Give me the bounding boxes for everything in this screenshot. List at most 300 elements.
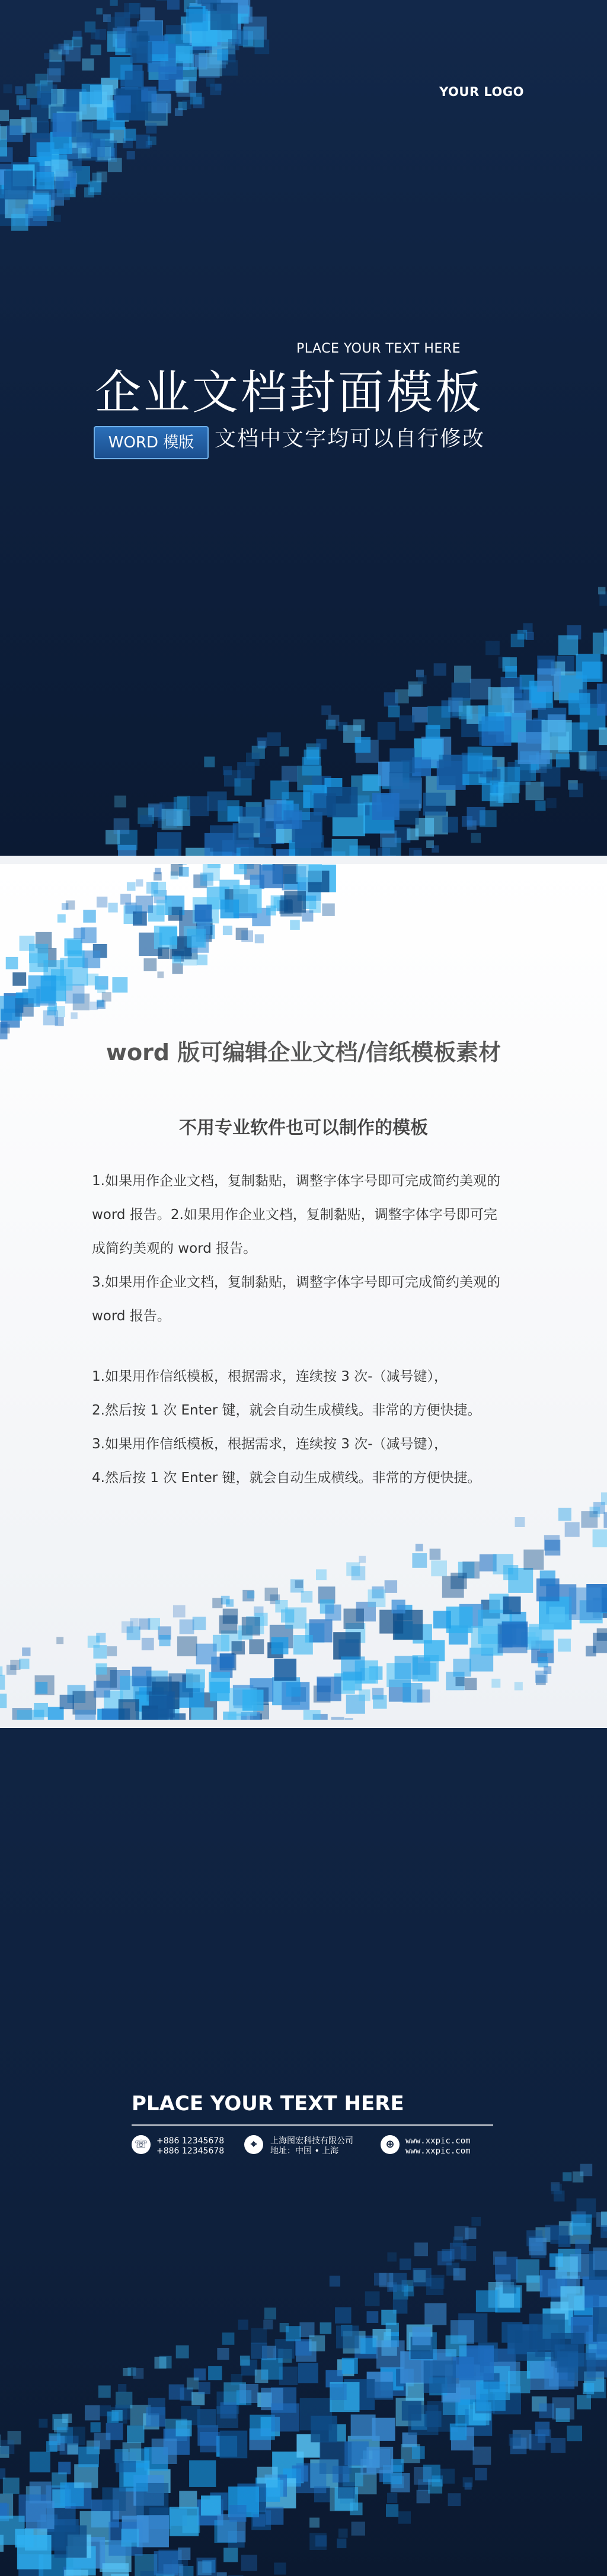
decor-square [199, 2382, 210, 2394]
decor-square [171, 864, 183, 876]
decor-square [242, 1689, 263, 1710]
decor-square [307, 747, 320, 760]
phone-icon: ☏ [132, 2135, 151, 2154]
decor-square [97, 897, 107, 907]
decor-square [107, 2411, 119, 2423]
decor-square [140, 7, 154, 21]
decor-square [601, 1492, 607, 1505]
decor-square [456, 1677, 465, 1686]
decor-square [157, 971, 164, 978]
decor-square [593, 1529, 607, 1547]
decor-square [279, 900, 293, 914]
decor-square [137, 2515, 169, 2547]
decor-square [412, 1553, 427, 1568]
decor-square [535, 1671, 548, 1683]
decor-square [30, 2452, 50, 2472]
decor-square [19, 1659, 29, 1669]
paragraph-line: word 报告。 [92, 1308, 171, 1324]
decor-square [6, 957, 18, 969]
decor-square [453, 2268, 466, 2280]
cover-subtitle: 文档中文字均可以自行修改 [215, 427, 485, 451]
decor-square [239, 807, 266, 833]
decor-square [399, 715, 414, 731]
decor-square [554, 2191, 564, 2201]
decor-square [229, 2505, 247, 2522]
decor-square [446, 2335, 467, 2357]
decor-square [336, 2325, 359, 2348]
decor-square [523, 1550, 544, 1570]
decor-square [274, 1659, 296, 1681]
paragraph-line: 3.如果用作信纸模板，根据需求，连续按 3 次-（减号键）， [92, 1436, 448, 1452]
decor-square [509, 2434, 520, 2446]
decor-square [54, 215, 61, 222]
decor-square [317, 1676, 341, 1701]
decor-square [463, 2477, 473, 2487]
decor-square [170, 2507, 199, 2536]
decor-square [195, 55, 207, 68]
decor-square [400, 2258, 411, 2270]
decor-square [586, 751, 607, 772]
decor-square [381, 2310, 396, 2325]
decor-square [568, 693, 590, 715]
decor-square [471, 2217, 481, 2226]
decor-square [217, 49, 228, 60]
decor-square [241, 930, 253, 942]
decor-square [43, 1010, 58, 1025]
decor-square [398, 2511, 411, 2524]
decor-square [412, 757, 431, 776]
decor-square [298, 2363, 318, 2383]
decor-square [330, 2276, 340, 2286]
decor-square [113, 95, 130, 113]
decor-square [64, 2570, 88, 2576]
decor-square [249, 1639, 264, 1654]
decor-square [156, 0, 168, 1]
decor-square [110, 0, 117, 6]
decor-square [167, 0, 180, 9]
decor-square [241, 2555, 257, 2571]
decor-square [366, 2311, 378, 2323]
decor-square [430, 2275, 445, 2289]
decor-square [459, 706, 472, 719]
decor-square [200, 873, 213, 886]
decor-square [433, 1611, 451, 1628]
decor-square [154, 2551, 178, 2575]
phone-number: +886 12345678 [156, 2136, 225, 2146]
decor-square [55, 2525, 87, 2558]
decor-square [266, 2507, 284, 2525]
decor-square [365, 2292, 380, 2306]
decor-square [601, 2212, 607, 2227]
decor-square [130, 41, 152, 63]
decor-square [471, 833, 481, 843]
decor-square [148, 2398, 165, 2415]
decor-square [0, 139, 7, 156]
decor-square [0, 1666, 2, 1676]
decor-square [404, 2286, 414, 2296]
decor-square [125, 71, 144, 90]
decor-square [210, 3, 238, 30]
decor-square [389, 748, 414, 773]
decor-square [176, 2420, 192, 2436]
decor-square [422, 739, 443, 760]
decor-square [223, 926, 232, 935]
decor-square [56, 1637, 63, 1644]
decor-square [352, 1566, 366, 1580]
decor-square [136, 879, 143, 887]
decor-square [538, 1657, 548, 1668]
decor-square [375, 2382, 393, 2399]
decor-square [209, 1672, 230, 1694]
decor-square [471, 1626, 500, 1655]
decor-square [239, 2384, 258, 2403]
decor-square [586, 2379, 605, 2398]
decor-square [22, 1647, 30, 1656]
decor-square [545, 1540, 560, 1555]
decor-square [234, 864, 247, 874]
decor-square [359, 1689, 370, 1701]
decor-square [502, 1621, 528, 1647]
decor-square [271, 2404, 299, 2432]
paragraph-2 [92, 1360, 519, 1495]
decor-square [304, 1710, 321, 1720]
decor-square [124, 3, 139, 18]
decor-square [250, 2415, 275, 2440]
decor-square [453, 1659, 471, 1676]
decor-square [169, 2385, 184, 2400]
decor-square [90, 1001, 98, 1010]
decor-square [155, 868, 161, 875]
decor-square [74, 2464, 98, 2488]
decor-square [142, 1638, 154, 1650]
decor-square [82, 59, 94, 71]
web-info [405, 2136, 471, 2156]
decor-square [87, 974, 98, 985]
decor-square [567, 2425, 582, 2441]
decor-square [558, 1639, 571, 1652]
decor-square [103, 2563, 129, 2576]
decor-square [162, 809, 183, 830]
decor-square [423, 793, 446, 816]
decor-square [37, 85, 57, 104]
decor-square [393, 1610, 423, 1640]
decor-square [295, 1580, 303, 1588]
decor-square [222, 2332, 235, 2345]
decor-square [177, 1636, 197, 1656]
decor-square [563, 2172, 571, 2181]
decor-square [124, 129, 136, 140]
decor-square [414, 2467, 432, 2485]
decor-square [127, 151, 135, 159]
decor-square [480, 810, 497, 827]
decor-square [413, 1655, 439, 1681]
decor-square [337, 2539, 346, 2548]
decor-square [28, 975, 56, 1003]
decor-square [149, 36, 168, 55]
decor-square [330, 2384, 346, 2400]
content-subheading: 不用专业软件也可以制作的模板 [179, 1118, 428, 1138]
word-tag-badge: WORD 模版 [94, 426, 209, 459]
decor-square [140, 815, 152, 827]
decor-square [267, 732, 281, 746]
decor-square [257, 737, 267, 747]
decor-square [63, 177, 75, 189]
decor-square [207, 792, 226, 811]
decor-square [516, 2259, 539, 2282]
decor-square [191, 1707, 213, 1720]
decor-square [74, 928, 85, 939]
decor-square [121, 2529, 139, 2546]
decor-square [583, 2277, 607, 2308]
decor-square [283, 810, 302, 828]
paragraph-line: 4.然后按 1 次 Enter 键，就会自动生成横线。非常的方便快捷。 [92, 1470, 481, 1486]
decor-square [418, 675, 427, 684]
decor-square [332, 839, 358, 856]
decor-square [275, 1600, 287, 1612]
decor-square [286, 2326, 301, 2341]
decor-square [275, 2339, 295, 2359]
decor-square [264, 2308, 276, 2319]
decor-square [91, 44, 101, 55]
decor-square [3, 2478, 20, 2494]
decor-square [158, 948, 169, 959]
decor-square [92, 121, 110, 139]
decor-square [146, 123, 156, 133]
decor-square [408, 2405, 439, 2435]
decor-square [409, 848, 421, 856]
decor-square [320, 2442, 352, 2474]
phone-number: +886 12345678 [156, 2146, 225, 2156]
decor-square [431, 1560, 447, 1576]
decor-square [183, 100, 191, 109]
decor-square [11, 214, 28, 231]
decor-square [472, 2447, 491, 2465]
decor-square [222, 60, 238, 76]
decor-square [413, 2268, 431, 2286]
decor-square [253, 2514, 265, 2527]
decor-square [353, 719, 365, 731]
decor-square [450, 2424, 467, 2440]
decor-square [197, 955, 207, 965]
decor-square [123, 2442, 142, 2461]
decor-square [98, 2385, 111, 2398]
decor-square [226, 1599, 234, 1607]
decor-square [372, 793, 400, 820]
decor-square [280, 747, 289, 757]
decor-square [468, 747, 493, 772]
decor-square [71, 1012, 77, 1019]
decor-square [437, 2251, 452, 2265]
decor-square [601, 684, 607, 701]
decor-square [451, 1573, 467, 1589]
decor-square [33, 193, 49, 209]
decor-square [12, 972, 26, 986]
decor-square [376, 2340, 405, 2369]
decor-square [175, 108, 183, 116]
decor-square [217, 2348, 229, 2360]
paragraph-line: 3.如果用作企业文档，复制黏贴，调整字体字号即可完成简约美观的 [92, 1275, 500, 1290]
decor-square [434, 663, 446, 676]
decor-square [4, 171, 33, 200]
decor-square [21, 117, 37, 133]
decor-square [85, 2405, 100, 2421]
decor-square [598, 587, 605, 594]
decor-square [316, 1569, 327, 1580]
location-icon: ⌖ [244, 2135, 263, 2154]
company-address: 地址：中国 • 上海 [270, 2146, 339, 2156]
decor-square [96, 1633, 106, 1643]
decor-square [505, 666, 517, 678]
decor-square [384, 692, 398, 706]
cover-page [0, 0, 607, 856]
decor-square [448, 2493, 461, 2506]
back-place-text: PLACE YOUR TEXT HERE [132, 2092, 404, 2116]
decor-square [355, 737, 371, 753]
decor-square [359, 1556, 366, 1563]
decor-square [351, 2414, 376, 2439]
decor-square [200, 2432, 220, 2452]
decor-square [503, 2280, 516, 2293]
decor-square [72, 37, 82, 47]
decor-square [427, 706, 451, 729]
decor-square [315, 2535, 327, 2546]
decor-square [366, 2447, 393, 2473]
decor-square [175, 46, 193, 63]
decor-square [328, 715, 340, 726]
decor-square [219, 1615, 238, 1634]
decor-square [206, 78, 215, 87]
decor-square [261, 2358, 282, 2379]
decor-square [512, 700, 532, 720]
decor-square [360, 2338, 376, 2354]
decor-square [114, 796, 126, 808]
decor-square [526, 782, 544, 800]
decor-square [424, 2303, 446, 2325]
decor-square [156, 900, 172, 915]
decor-square [338, 2529, 348, 2538]
decor-square [485, 641, 500, 655]
decor-square [247, 1591, 254, 1598]
decor-square [189, 796, 209, 817]
decor-square [430, 1548, 441, 1560]
decor-square [282, 766, 298, 782]
decor-square [593, 2248, 607, 2270]
decor-square [154, 2357, 166, 2369]
decor-square [387, 2493, 397, 2503]
decor-square [234, 778, 251, 795]
decor-square [556, 754, 570, 767]
decor-square [175, 79, 189, 92]
decor-square [529, 1624, 554, 1649]
decor-square [180, 1620, 194, 1634]
decor-square [136, 896, 153, 913]
decor-square [186, 1669, 205, 1688]
decor-square [581, 1511, 598, 1528]
decor-square [565, 1522, 580, 1537]
decor-square [378, 722, 395, 740]
decor-square [503, 1596, 521, 1614]
decor-square [515, 1682, 523, 1690]
decor-square [405, 2383, 424, 2401]
decor-square [179, 2491, 197, 2508]
decor-square [530, 2361, 558, 2389]
decor-square [296, 864, 322, 882]
decor-square [551, 2438, 566, 2453]
decor-square [189, 2460, 216, 2487]
decor-square [301, 1591, 313, 1603]
decor-square [232, 1641, 245, 1655]
decor-square [260, 865, 283, 888]
decor-square [146, 882, 158, 894]
decor-square [586, 1646, 596, 1656]
decor-square [97, 985, 106, 993]
decor-square [97, 171, 107, 182]
decor-square [201, 2495, 221, 2516]
decor-square [216, 2406, 238, 2428]
decor-square [454, 665, 471, 683]
decor-square [91, 2422, 101, 2432]
decor-square [290, 920, 300, 930]
decor-square [102, 2487, 126, 2511]
decor-square [476, 2382, 506, 2411]
decor-square [515, 1517, 525, 1527]
decor-square [159, 1635, 170, 1646]
decor-square [572, 2215, 592, 2235]
decor-square [558, 635, 578, 655]
decor-square [220, 2431, 248, 2459]
cover-title: 企业文档封面模板 [95, 366, 484, 420]
decor-square [210, 825, 237, 852]
paragraph-1 [92, 1164, 519, 1333]
decor-square [255, 934, 264, 943]
decor-square [309, 2335, 325, 2351]
decor-square [350, 2503, 362, 2515]
decor-square [244, 17, 267, 40]
decor-square [82, 951, 100, 968]
decor-square [0, 110, 9, 121]
decor-square [142, 1709, 169, 1720]
decor-square [569, 783, 583, 797]
decor-square [0, 126, 7, 139]
decor-square [57, 914, 66, 923]
decor-square [112, 977, 127, 993]
decor-square [386, 2504, 398, 2517]
decor-square [470, 679, 491, 700]
decor-square [127, 2425, 144, 2443]
decor-square [221, 900, 239, 919]
decor-square [424, 2360, 456, 2392]
decor-square [417, 1689, 430, 1703]
decor-square [490, 793, 503, 807]
decor-square [535, 801, 545, 811]
decor-square [322, 903, 334, 916]
decor-square [373, 1695, 386, 1708]
content-heading: word 版可编辑企业文档/信纸模板素材 [106, 1039, 501, 1065]
decor-square [212, 1598, 222, 1608]
decor-square [325, 1605, 341, 1621]
decor-square [46, 2441, 57, 2452]
decor-square [143, 958, 156, 971]
decor-square [368, 1589, 386, 1607]
paragraph-line: 1.如果用作信纸模板，根据需求，连续按 3 次-（减号键）， [92, 1369, 448, 1384]
decor-square [216, 2572, 226, 2576]
decor-square [380, 831, 397, 847]
decor-square [7, 1665, 17, 1675]
decor-square [139, 1618, 151, 1630]
decor-square [576, 654, 600, 679]
decor-square [97, 1000, 105, 1009]
decor-square [286, 1682, 301, 1697]
